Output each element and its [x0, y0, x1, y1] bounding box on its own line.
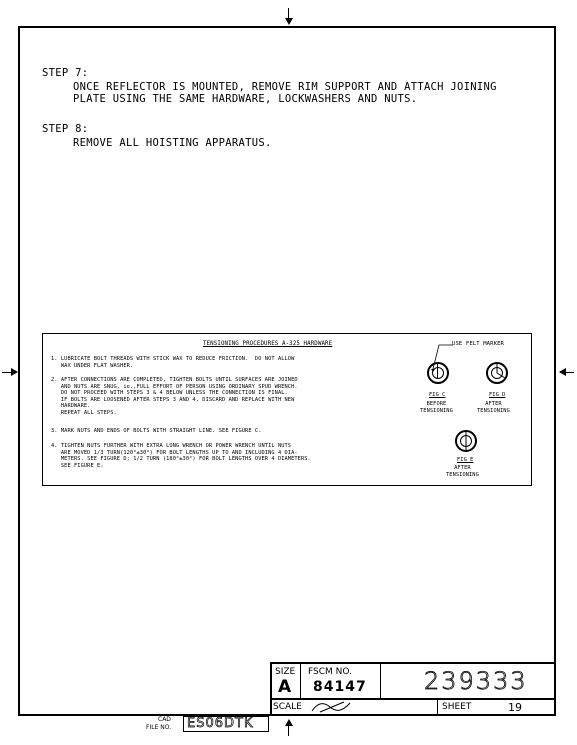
step-7-label: STEP 7:: [42, 67, 89, 79]
fscm-label: FSCM NO.: [308, 667, 352, 677]
felt-marker-label: USE FELT MARKER: [452, 341, 505, 347]
sheet-value: 19: [508, 701, 522, 714]
note-item-1: 1. LUBRICATE BOLT THREADS WITH STICK WAX TO REDUCE FRICTION. DO NOT ALLOW WAX UNDER FLAT WASHER.: [51, 356, 295, 369]
fig-d-label: FIG D: [489, 392, 506, 398]
fig-c-caption: BEFORE TENSIONING: [420, 401, 453, 414]
fig-e-label: FIG E: [457, 457, 474, 463]
cad-file-value: ES06DTK: [187, 716, 254, 731]
step-7-line-1: ONCE REFLECTOR IS MOUNTED, REMOVE RIM SUPPORT AND ATTACH JOINING: [73, 81, 497, 93]
fig-d-mark-line: [486, 362, 508, 384]
fig-c-mark-line: [437, 362, 438, 378]
file-no-label: FILE NO.: [146, 724, 172, 731]
note-item-2: 2. AFTER CONNECTIONS ARE COMPLETED, TIGHTEN BOLTS UNTIL SURFACES ARE JOINED AND NUTS ARE SNUG, ie.,FULL EFFORT OF PERSON USING ORDINARY SPUD WRENCH. DO NOT PROCEED WITH STEPS 3 & 4 BELOW UNLESS THE CONNECTION IS FINAL. IF BOLTS ARE LOOSENED AFTER STEPS 3 AND 4, DISCARD AND REPLACE WITH NEW HARDWARE. REPEAT ALL STEPS.: [51, 377, 298, 416]
step-8-line-1: REMOVE ALL HOISTING APPARATUS.: [73, 137, 272, 149]
cad-label: CAD: [158, 716, 171, 723]
scale-divider: [437, 699, 438, 716]
bottom-center-arrow-icon: [285, 719, 293, 726]
note-item-3: 3. MARK NUTS AND ENDS OF BOLTS WITH STRAIGHT LINE. SEE FIGURE C.: [51, 428, 262, 434]
step-8-label: STEP 8:: [42, 123, 89, 135]
top-center-arrow-icon: [285, 18, 293, 25]
fscm-value: 84147: [313, 679, 367, 695]
step-7-line-2: PLATE USING THE SAME HARDWARE, LOCKWASHERS AND NUTS.: [73, 93, 418, 105]
scale-none-icon: [310, 700, 354, 714]
fig-e-mark-line: [455, 430, 477, 452]
left-center-arrow-icon: [11, 368, 18, 376]
scale-label: SCALE: [273, 702, 302, 712]
fscm-divider: [380, 662, 381, 699]
sheet-label: SHEET: [442, 702, 472, 712]
fig-e-caption: AFTER TENSIONING: [446, 465, 479, 478]
notes-title: TENSIONING PROCEDURES A-325 HARDWARE: [203, 341, 333, 347]
drawing-number: 239333: [424, 667, 528, 695]
tensioning-procedures-box: [42, 333, 532, 486]
size-value: A: [278, 677, 292, 697]
note-item-4: 4. TIGHTEN NUTS FURTHER WITH EXTRA LONG WRENCH OR POWER WRENCH UNTIL NUTS ARE MOVED 1/3 TURN(120°±30°) FOR BOLT LENGTHS UP TO AND INCLUDING 4 DIA- METERS. SEE FIGURE D; 1/2 TURN (180°±30°) FOR BOLT LENGTHS OVER 4 DIAMETERS. SEE FIGURE E.: [51, 443, 311, 469]
fig-c-label: FIG C: [429, 392, 446, 398]
fig-c-bolt-icon: [427, 362, 449, 384]
fig-d-caption: AFTER TENSIONING: [477, 401, 510, 414]
right-center-arrow-icon: [559, 368, 566, 376]
size-label: SIZE: [275, 667, 296, 677]
size-divider: [300, 662, 301, 699]
